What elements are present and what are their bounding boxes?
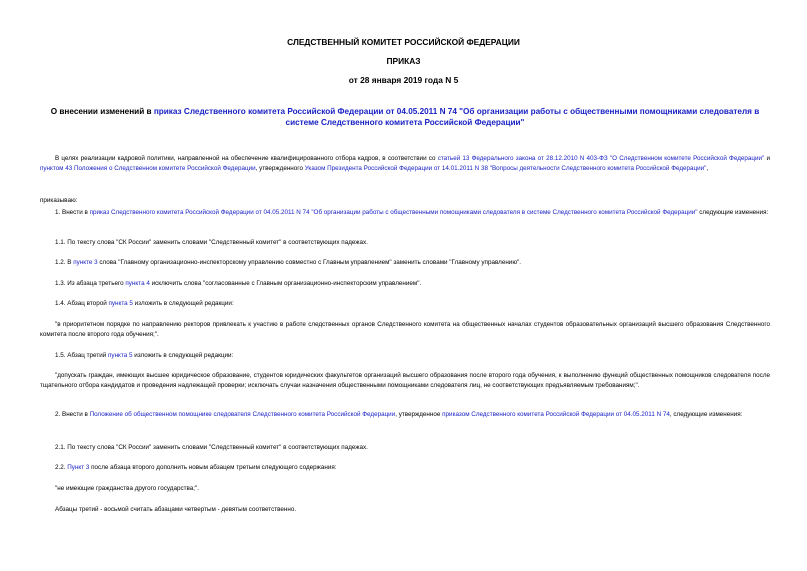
link-regulation-assistant[interactable]: Положение об общественном помощнике следователя Следственного комитета Российской Федерации xyxy=(89,411,396,418)
item-1-3 xyxy=(40,279,770,289)
link-federal-law[interactable]: статьей 13 Федерального закона от 28.12.2010 N 403-ФЗ "О Следственном комитете Российской Федерации" xyxy=(437,155,765,162)
quote-2: "допускать граждан, имеющих высшее юридическое образование, студентов юридических факультетов организаций высшего образования после второго года обучения, к выполнению функций общественных помощников следователя после тщательного отбора кандидатов и проведения надлежащей проверки; исключать случаи назначения общественными помощниками следователя лиц, не соответствующих предъявляемым требованиям;". xyxy=(40,372,770,389)
item-1-3-text-2: исключить слова "согласованные с Главным организационно-инспекторским управлением". xyxy=(149,280,422,287)
preamble-text-3: , утвержденного xyxy=(255,164,305,172)
link-point-5-b[interactable]: пункта 5 xyxy=(108,352,133,359)
item-1-5-text-2: изложить в следующей редакции: xyxy=(132,352,234,359)
item-2-text-1: 2. Внести в xyxy=(55,411,90,418)
item-2-2 xyxy=(40,463,770,473)
item-2-text-3: , следующие изменения: xyxy=(669,411,743,418)
item-2-text-2: , утвержденное xyxy=(395,411,443,418)
item-2-1: 2.1. По тексту слова "СК России" заменить словами "Следственный комитет" в соответствующих падежах. xyxy=(55,444,368,451)
item-2 xyxy=(40,410,770,420)
item-1-5-text-1: 1.5. Абзац третий xyxy=(55,352,109,359)
item-1-4-text-1: 1.4. Абзац второй xyxy=(55,300,109,307)
item-1 xyxy=(40,208,770,218)
link-regulation-point-43[interactable]: пунктом 43 Положения о Следственном комитете Российской Федерации xyxy=(40,164,256,172)
preamble-text-1: В целях реализации кадровой политики, направленной на обеспечение квалифицированного отбора кадров, в соответствии со xyxy=(55,155,438,162)
title-text: О внесении изменений в xyxy=(50,107,154,116)
last-paragraph: Абзацы третий - восьмой считать абзацами четвертым - девятым соответственно. xyxy=(55,506,297,513)
link-order-74-b[interactable]: приказом Следственного комитета Российской Федерации от 04.05.2011 N 74 xyxy=(442,411,670,418)
item-1-text-2: следующие изменения: xyxy=(697,209,769,216)
item-2-2-text-2: после абзаца второго дополнить новым абзацем третьим следующего содержания: xyxy=(89,464,337,471)
link-point-3[interactable]: пункте 3 xyxy=(73,259,98,266)
quote-3: "не имеющие гражданства другого государства;". xyxy=(55,485,200,492)
item-1-2-text-2: слова "Главному организационно-инспекторскому управлению совместно с Главным управлением" заменить словами "Главному управлению". xyxy=(97,259,522,266)
document-type: ПРИКАЗ xyxy=(386,56,421,66)
quote-1: "в приоритетном порядке по направлению ректоров привлекать к участию в работе следственных органов Следственного комитета на общественных началах студентов образовательных организаций высшего образования Следственного комитета после второго года обучения;". xyxy=(40,321,770,338)
document-title xyxy=(40,106,770,128)
agency-title: СЛЕДСТВЕННЫЙ КОМИТЕТ РОССИЙСКОЙ ФЕДЕРАЦИИ xyxy=(287,37,520,47)
item-1-4-text-2: изложить в следующей редакции: xyxy=(132,300,234,307)
title-link[interactable]: приказ Следственного комитета Российской Федерации от 04.05.2011 N 74 "Об организации работы с общественными помощниками следователя в системе Следственного комитета Российской Федерации" xyxy=(153,107,760,127)
item-1-2-text-1: 1.2. В xyxy=(55,259,74,266)
item-1-text-1: 1. Внести в xyxy=(55,209,90,216)
item-1-4 xyxy=(40,299,770,309)
link-point-5[interactable]: пункта 5 xyxy=(108,300,133,307)
preamble xyxy=(40,154,770,173)
order-word: приказываю: xyxy=(40,197,78,204)
link-point-4[interactable]: пункта 4 xyxy=(125,280,150,287)
link-order-74[interactable]: приказ Следственного комитета Российской Федерации от 04.05.2011 N 74 "Об организации работы с общественными помощниками следователя в системе Следственного комитета Российской Федерации" xyxy=(89,209,698,216)
preamble-text-2: и xyxy=(764,155,770,162)
item-1-1: 1.1. По тексту слова "СК России" заменить словами "Следственный комитет" в соответствующих падежах. xyxy=(55,239,368,246)
link-point-3-b[interactable]: Пункт 3 xyxy=(67,464,90,471)
item-1-3-text-1: 1.3. Из абзаца третьего xyxy=(55,280,126,287)
item-2-2-text-1: 2.2. xyxy=(55,464,68,471)
link-presidential-decree[interactable]: Указом Президента Российской Федерации от 14.01.2011 N 38 "Вопросы деятельности Следственного комитета Российской Федерации" xyxy=(304,164,707,172)
preamble-text-4: , xyxy=(706,164,709,172)
document-date-number: от 28 января 2019 года N 5 xyxy=(348,75,459,85)
item-1-5 xyxy=(40,351,770,361)
item-1-2 xyxy=(40,258,770,268)
